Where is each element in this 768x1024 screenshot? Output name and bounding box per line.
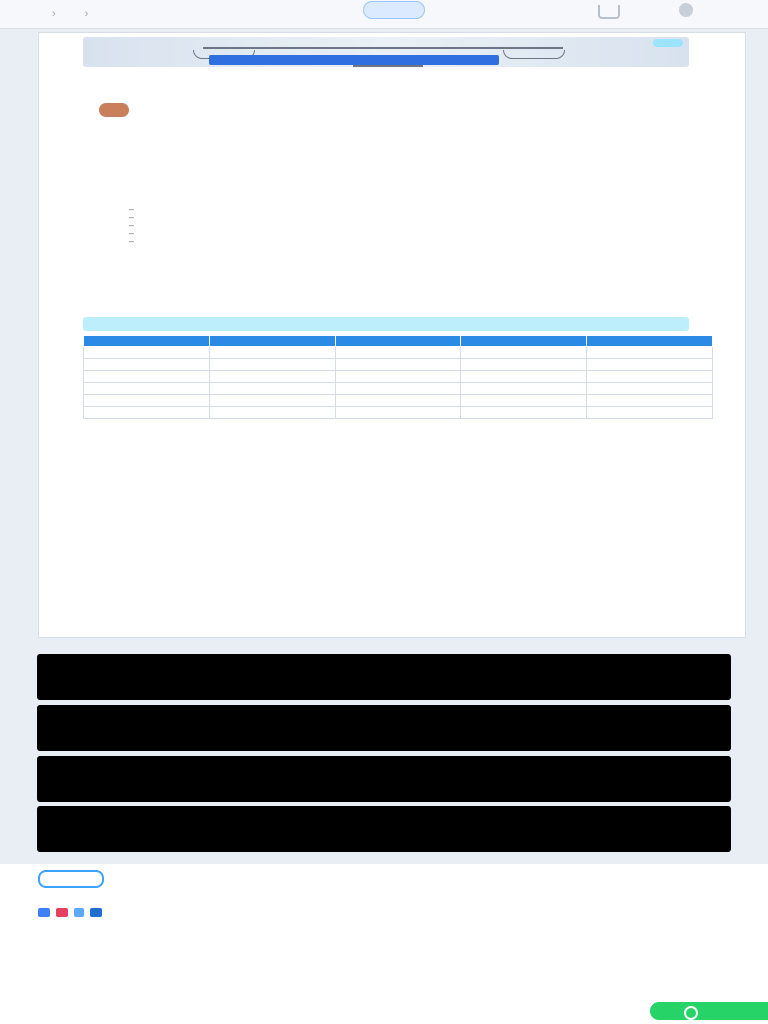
table-cell (335, 347, 461, 359)
table-cell (461, 359, 587, 371)
table-row (84, 407, 713, 419)
section-paragraph (85, 463, 725, 513)
top-bar (0, 0, 768, 29)
table-cell (461, 383, 587, 395)
related-card[interactable] (37, 806, 731, 852)
table-header (209, 336, 335, 347)
table-cell (335, 383, 461, 395)
table-header (335, 336, 461, 347)
cta-banner[interactable] (83, 317, 689, 331)
related-card[interactable] (37, 756, 731, 802)
instagram-icon[interactable] (56, 908, 68, 917)
table-cell (335, 407, 461, 419)
cart-icon[interactable] (598, 5, 620, 19)
table-row (84, 359, 713, 371)
linkedin-icon[interactable] (90, 908, 102, 917)
footer-logo-icon[interactable] (38, 870, 104, 888)
table-cell (335, 359, 461, 371)
whatsapp-chat-button[interactable] (650, 1002, 768, 1020)
related-card[interactable] (37, 705, 731, 751)
site-footer (0, 864, 768, 1024)
facebook-icon[interactable] (38, 908, 50, 917)
table-cell (335, 395, 461, 407)
table-cell (84, 347, 210, 359)
table-cell (587, 359, 713, 371)
table-cell (461, 407, 587, 419)
table-cell (209, 383, 335, 395)
intro-paragraph (85, 133, 725, 193)
table-cell (587, 347, 713, 359)
ranking-table (83, 335, 713, 419)
table-cell (587, 407, 713, 419)
toc-item[interactable] (129, 237, 147, 245)
author-avatar (99, 103, 129, 117)
article-card (38, 32, 746, 638)
table-row (84, 383, 713, 395)
section-paragraph (85, 539, 725, 567)
table-header (84, 336, 210, 347)
table-cell (209, 359, 335, 371)
table-of-contents (129, 205, 147, 245)
site-logo[interactable] (363, 1, 425, 19)
table-cell (209, 371, 335, 383)
scale-pan-shape (503, 50, 565, 59)
table-cell (335, 371, 461, 383)
table-cell (84, 371, 210, 383)
table-cell (461, 347, 587, 359)
table-row (84, 371, 713, 383)
table-cell (209, 395, 335, 407)
table-row (84, 347, 713, 359)
table-cell (209, 347, 335, 359)
breadcrumb-separator: › (84, 8, 90, 20)
hero-caption (209, 55, 499, 65)
section-paragraph (85, 599, 725, 633)
table-cell (587, 371, 713, 383)
table-cell (587, 383, 713, 395)
related-card[interactable] (37, 654, 731, 700)
breadcrumb (38, 8, 103, 20)
account-icon[interactable] (679, 3, 693, 17)
table-cell (84, 359, 210, 371)
table-header (461, 336, 587, 347)
table-cell (461, 371, 587, 383)
table-cell (84, 407, 210, 419)
table-cell (209, 407, 335, 419)
table-cell (461, 395, 587, 407)
table-row (84, 395, 713, 407)
table-header (587, 336, 713, 347)
hero-badge (653, 39, 683, 47)
twitter-icon[interactable] (74, 908, 84, 917)
breadcrumb-separator: › (52, 8, 57, 20)
table-cell (84, 395, 210, 407)
table-header-row (84, 336, 713, 347)
table-cell (587, 395, 713, 407)
table-cell (84, 383, 210, 395)
section-paragraph (85, 259, 725, 307)
